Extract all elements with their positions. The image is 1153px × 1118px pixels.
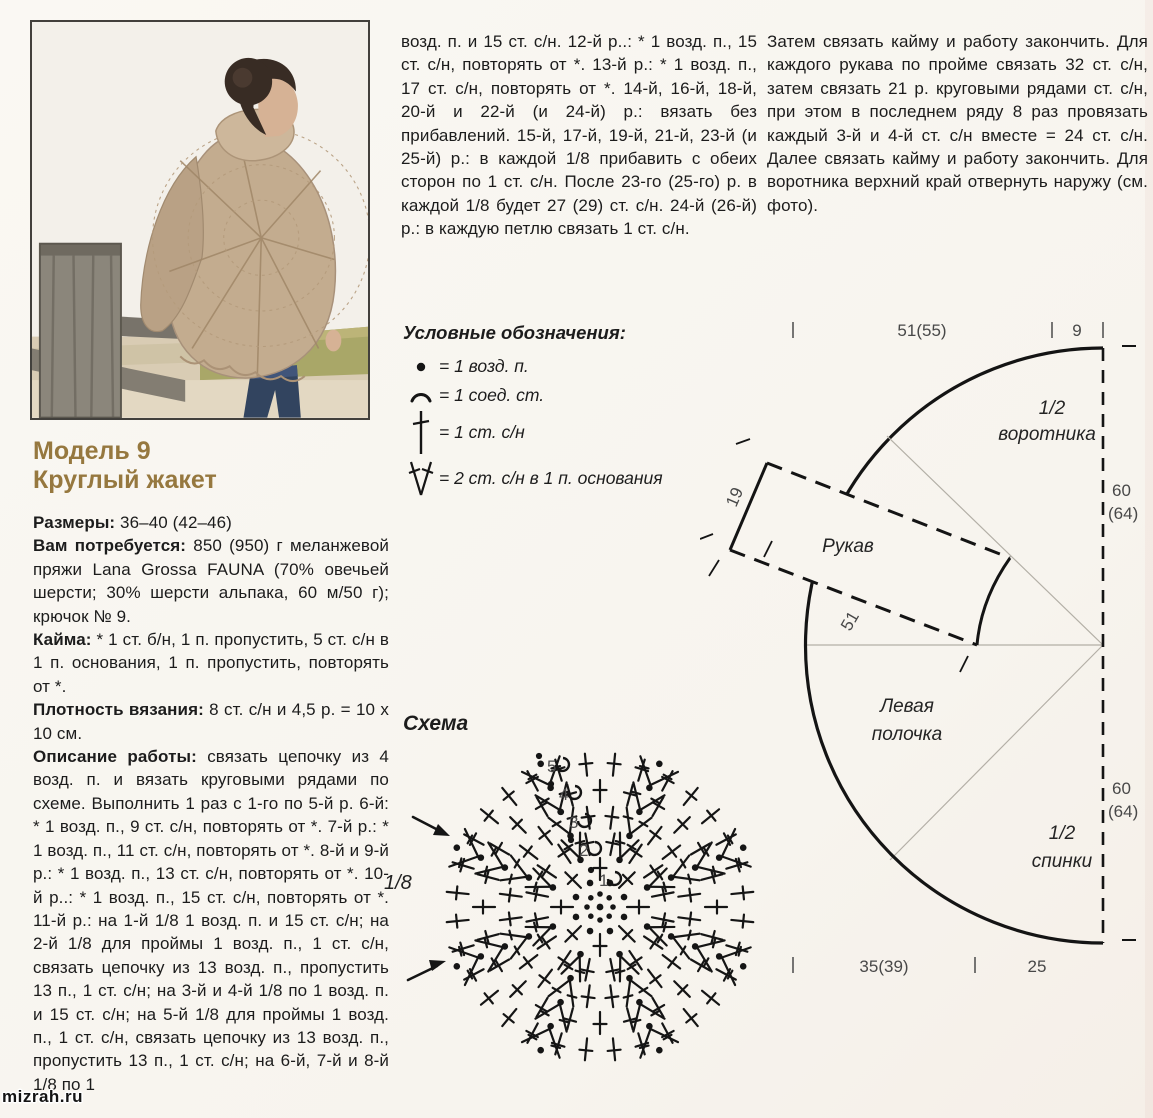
chart-sector-label: 1/8 bbox=[384, 872, 412, 894]
border-paragraph: Кайма: * 1 ст. б/н, 1 п. пропустить, 5 ст. с/н в 1 п. основания, 1 п. пропустить, повторять от *. bbox=[33, 630, 389, 696]
two-dc-icon bbox=[403, 458, 439, 498]
chart-row-number: 2 bbox=[579, 841, 589, 860]
legend-item-text: = 1 возд. п. bbox=[439, 356, 529, 376]
instructions-paragraph: Описание работы: связать цепочку из 4 возд. п. и вязать круговыми рядами по схеме. Выполнить 1 раз с 1-го по 5-й р. 6-й: * 1 возд. п., 9 ст. с/н, повторять от *. 7-й р.: * 1 возд. п., 11 ст. с/н, повторять от *. 8-й и 9-й р.: * 1 возд. п., 13 ст. с/н, повторять от *. 10-й р..: * 1 возд. п., 15 ст. с/н, повторять от *. 11-й р.: на 1-й 1/8 1 возд. п. и 15 ст. с/н; на 2-й 1/8 для проймы 1 возд. п., 1 ст. с/н, связать цепочку из 13 возд. п., пропустить 13 п., 1 ст. с/н; на 3-й и 4-й 1/8 по 1 возд. п. и 15 ст. с/н; на 5-й 1/8 для проймы 1 возд. п., 1 ст. с/н, связать цепочку из 13 возд. п., пропустить 13 п., 1 ст. с/н; на 6-й, 7-й и 8-й 1/8 по 1 bbox=[33, 747, 389, 1094]
model-title-line2: Круглый жакет bbox=[33, 466, 217, 494]
garment-schematic bbox=[700, 310, 1153, 995]
collar-label-line2: воротника bbox=[998, 424, 1096, 445]
measurement-labels bbox=[722, 321, 1138, 976]
top-width-label: 51(55) bbox=[897, 321, 947, 340]
chart-row-number: 1 bbox=[599, 871, 609, 890]
model-photo bbox=[30, 20, 370, 420]
back-label-line1: 1/2 bbox=[1048, 823, 1076, 844]
legend-item-text: = 1 ст. с/н bbox=[439, 421, 525, 442]
bottom-left-width-label: 35(39) bbox=[859, 957, 909, 976]
back-label-line2: спинки bbox=[1031, 851, 1093, 872]
front-label-line1: Левая bbox=[880, 696, 934, 717]
pattern-text-middle-column: возд. п. и 15 ст. с/н. 12-й р..: * 1 возд. п., 15 ст. с/н, повторять от *. 13-й р.: * 1 возд. п., 17 ст. с/н, повторять от *. 14-й, 16-й, 18-й, 20-й и 22-й (и 24-й) р.: вязать без прибавлений. 15-й, 17-й, 19-й, 21-й, 23-й (и 25-й) р.: в каждой 1/8 прибавить с обеих сторон по 1 ст. с/н. После 23-го (25-го) р. в каждой 1/8 будет 27 (29) ст. с/н. 24-й (26-й) р.: в каждую петлю связать 1 ст. с/н. bbox=[401, 32, 757, 239]
legend-item-text: = 2 ст. с/н в 1 п. основания bbox=[439, 467, 663, 488]
chain-stitch-icon bbox=[403, 360, 439, 374]
collar-width-label: 9 bbox=[1072, 321, 1082, 340]
chart-row-number: 4 bbox=[559, 785, 569, 804]
collar-label-line1: 1/2 bbox=[1038, 398, 1066, 419]
legend-title: Условные обозначения: bbox=[403, 322, 626, 343]
gauge-paragraph: Плотность вязания: 8 ст. с/н и 4,5 р. = 10 х 10 см. bbox=[33, 700, 389, 743]
materials-paragraph: Вам потребуется: 850 (950) г меланжевой пряжи Lana Grossa FAUNA (70% овечьей шерсти; 30% шерсти альпака, 60 м/50 г); крючок № 9. bbox=[33, 536, 389, 626]
fence-post bbox=[40, 244, 121, 418]
side-height-label-2a: 60 bbox=[1112, 779, 1131, 798]
measurement-ticks bbox=[793, 322, 1103, 973]
model-photo-illustration bbox=[32, 22, 368, 418]
side-height-label-1a: 60 bbox=[1112, 481, 1131, 500]
pattern-text-right-column: Затем связать кайму и работу закончить. Для каждого рукава по пройме связать 32 ст. с/н, затем связать 21 р. круговыми рядами ст. с/н, при этом в последнем ряду 8 раз провязать каждый 3-й и 4-й ст. с/н вместе = 24 ст. с/н. Далее связать кайму и работу закончить. Для воротника верхний край отвернуть наружу (см. фото). bbox=[767, 32, 1148, 215]
sleeve-length-label: 51 bbox=[837, 608, 863, 634]
side-height-label-2b: (64) bbox=[1108, 802, 1139, 821]
model-title-line1: Модель 9 bbox=[33, 437, 151, 465]
model-title bbox=[33, 437, 217, 495]
double-crochet-icon bbox=[403, 408, 439, 456]
front-label-line2: полочка bbox=[871, 724, 943, 745]
pattern-text-left-column bbox=[33, 511, 389, 1096]
bottom-right-width-label: 25 bbox=[1027, 957, 1047, 976]
side-height-label-1b: (64) bbox=[1108, 504, 1139, 523]
corner-dashes bbox=[1122, 346, 1136, 940]
garment-schematic-svg bbox=[700, 310, 1153, 995]
chart-row-number: 5 bbox=[547, 757, 557, 776]
legend-item-text: = 1 соед. ст. bbox=[439, 385, 545, 405]
chart-title: Схема bbox=[403, 712, 469, 735]
sleeve-label: Рукав bbox=[822, 536, 874, 557]
chart-row-number: 3 bbox=[569, 813, 579, 832]
site-watermark: mizrah.ru bbox=[2, 1087, 84, 1106]
slip-stitch-icon bbox=[403, 388, 439, 403]
sizes-paragraph: Размеры: 36–40 (42–46) bbox=[33, 513, 232, 532]
sleeve-width-label: 19 bbox=[722, 484, 748, 510]
